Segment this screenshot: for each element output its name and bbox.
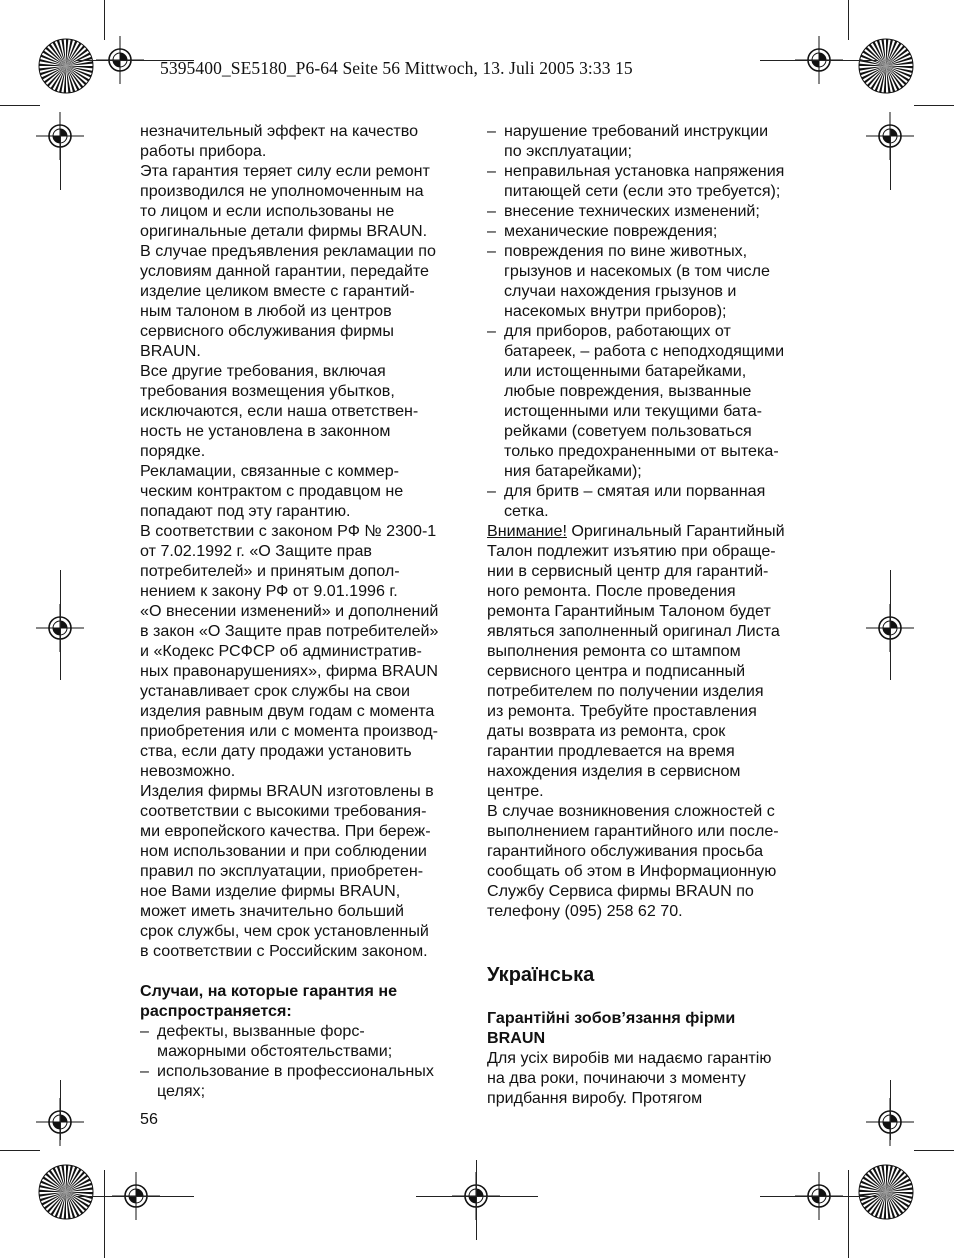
text-line: грызунов и насекомых (в том числе	[504, 262, 770, 280]
text-line: исключаются, если наша ответствен-	[140, 402, 419, 420]
text-line: ного ремонта. После проведения	[487, 582, 736, 600]
text-line: ное Вами изделие фирмы BRAUN,	[140, 882, 401, 900]
crop-line	[476, 1160, 477, 1240]
crop-line	[914, 105, 954, 106]
text-line: истощенными или текущими бата-	[504, 402, 763, 420]
text-line: в соответствии с Российским законом.	[140, 942, 428, 960]
text-line: целях;	[157, 1082, 206, 1100]
dash-bullet: –	[487, 222, 496, 240]
page-number: 56	[140, 1110, 158, 1128]
text-line: Все другие требования, включая	[140, 362, 386, 380]
text-line: то лицом и если использованы не	[140, 202, 395, 220]
text-line: неправильная установка напряжения	[504, 162, 785, 180]
text-line: ном использовании и при соблюдении	[140, 842, 427, 860]
text-line: изделие целиком вместе с гарантий-	[140, 282, 415, 300]
body-paragraph	[140, 241, 470, 361]
starburst-bottom-left	[38, 1164, 94, 1220]
spacer	[487, 921, 817, 942]
dash-bullet: –	[140, 1022, 149, 1040]
crop-line	[60, 570, 61, 680]
spacer	[487, 942, 817, 962]
text-line: потребителей» и принятым допол-	[140, 562, 400, 580]
text-line: устанавливает срок службы на свои	[140, 682, 411, 700]
right-column	[487, 121, 817, 1108]
contact-paragraph	[487, 801, 817, 921]
text-line: Службу Сервиса фирмы BRAUN по	[487, 882, 754, 900]
crop-line	[416, 1196, 538, 1197]
text-line: сообщать об этом в Информационную	[487, 862, 777, 880]
list-item	[487, 221, 817, 241]
text-line: любые повреждения, вызванные	[504, 382, 752, 400]
text-line: из ремонта. Требуйте проставления	[487, 702, 757, 720]
print-header-line: 5395400_SE5180_P6-64 Seite 56 Mittwoch, 13. Juli 2005 3:33 15	[160, 58, 633, 78]
dash-bullet: –	[487, 202, 496, 220]
text-line: срок службы, чем срок установленный	[140, 922, 429, 940]
crop-line	[0, 1150, 40, 1151]
body-paragraph	[140, 121, 470, 161]
crop-line	[890, 570, 891, 680]
text-line: ремонта Гарантийным Талоном будет	[487, 602, 771, 620]
text-line: придбання виробу. Протягом	[487, 1089, 703, 1107]
text-line: в закон «О Защите прав потребителей»	[140, 622, 439, 640]
crop-line	[76, 1196, 194, 1197]
list-item	[487, 161, 817, 201]
text-line: BRAUN.	[140, 342, 201, 360]
crop-line	[890, 1080, 891, 1140]
text-line: для бритв – смятая или порванная	[504, 482, 766, 500]
starburst-top-left	[38, 38, 94, 94]
text-line: центре.	[487, 782, 544, 800]
list-item-text	[504, 481, 817, 521]
text-line: рейками (советуем пользоваться	[504, 422, 752, 440]
text-line: нахождения изделия в сервисном	[487, 762, 741, 780]
warranty-paragraph	[487, 1048, 817, 1108]
text-line: Для усіх виробів ми надаємо гарантію	[487, 1049, 772, 1067]
text-line: выполнения ремонта со штампом	[487, 642, 741, 660]
crop-line	[760, 60, 878, 61]
text-line: В случае возникновения сложностей с	[487, 802, 775, 820]
dash-bullet: –	[487, 122, 496, 140]
text-line: ных правонарушениях», фирма BRAUN	[140, 662, 438, 680]
text-line: телефону (095) 258 62 70.	[487, 902, 683, 920]
crop-line	[60, 130, 61, 190]
list-item	[487, 481, 817, 521]
spacer	[140, 961, 470, 981]
text-line: являться заполненный оригинал Листа	[487, 622, 780, 640]
text-line: только предохраненными от вытека-	[504, 442, 779, 460]
exclusions-heading	[140, 981, 470, 1021]
text-line: ния батарейками);	[504, 462, 642, 480]
text-line: незначительный эффект на качество	[140, 122, 419, 140]
dash-bullet: –	[140, 1062, 149, 1080]
list-item-text	[504, 321, 817, 481]
spacer	[487, 988, 817, 1008]
text-line: нением к закону РФ от 9.01.1996 г.	[140, 582, 398, 600]
crop-line	[60, 1080, 61, 1140]
text-line: В соответствии с законом РФ № 2300-1	[140, 522, 437, 540]
dash-bullet: –	[487, 322, 496, 340]
text-line: для приборов, работающих от	[504, 322, 731, 340]
text-line: на два роки, починаючи з моменту	[487, 1069, 746, 1087]
text-line: работы прибора.	[140, 142, 267, 160]
attention-label: Внимание!	[487, 522, 567, 540]
list-item-text	[504, 201, 817, 221]
text-line: или истощенными батарейками,	[504, 362, 747, 380]
text-line: Случаи, на которые гарантия не	[140, 982, 398, 1000]
body-paragraph	[140, 521, 470, 781]
text-line: сетка.	[504, 502, 549, 520]
crop-line	[848, 1170, 849, 1258]
list-item	[487, 121, 817, 161]
list-item-text	[504, 121, 817, 161]
list-item	[487, 241, 817, 321]
text-line: условиям данной гарантии, передайте	[140, 262, 429, 280]
list-item-text	[504, 161, 817, 201]
text-line: и «Кодекс РСФСР об административ-	[140, 642, 422, 660]
text-line: случаи нахождения грызунов и	[504, 282, 737, 300]
list-item	[140, 1021, 470, 1061]
text-line: изделия равным двум годам с момента	[140, 702, 435, 720]
text-line: ми европейского качества. При береж-	[140, 822, 431, 840]
text-line: попадают под эту гарантию.	[140, 502, 351, 520]
text-line: «О внесении изменений» и дополнений	[140, 602, 439, 620]
text-line: даты возврата из ремонта, срок	[487, 722, 726, 740]
text-line: сервисного центра и подписанный	[487, 662, 746, 680]
text-line: ческим контрактом с продавцом не	[140, 482, 404, 500]
text-line: Гарантійні зобов’язання фірми	[487, 1009, 736, 1027]
text-line: порядке.	[140, 442, 206, 460]
starburst-top-right	[858, 38, 914, 94]
text-line: мажорными обстоятельствами;	[157, 1042, 393, 1060]
crop-line	[760, 1196, 878, 1197]
text-line: дефекты, вызванные форс-	[157, 1022, 365, 1040]
crop-line	[914, 1150, 954, 1151]
starburst-bottom-right	[858, 1164, 914, 1220]
dash-bullet: –	[487, 482, 496, 500]
list-item-text	[157, 1061, 470, 1101]
text-line: нарушение требований инструкции	[504, 122, 769, 140]
text-line: невозможно.	[140, 762, 236, 780]
text-line: гарантийного обслуживания просьба	[487, 842, 764, 860]
text-line: нии в сервисный центр для гарантий-	[487, 562, 769, 580]
text-line: внесение технических изменений;	[504, 202, 760, 220]
attention-paragraph	[487, 521, 817, 801]
text-line: питающей сети (если это требуется);	[504, 182, 781, 200]
text-line: правил по эксплуатации, приобретен-	[140, 862, 424, 880]
text-line: Рекламации, связанные с коммер-	[140, 462, 400, 480]
text-line: батареек, – работа с неподходящими	[504, 342, 785, 360]
text-line: приобретения или с момента производ-	[140, 722, 438, 740]
text-line: ность не установлена в законном	[140, 422, 391, 440]
body-paragraph	[140, 361, 470, 461]
text-line: по эксплуатации;	[504, 142, 632, 160]
body-paragraph	[140, 781, 470, 961]
text-line: ным талоном в любой из центров	[140, 302, 392, 320]
text-line: от 7.02.1992 г. «О Защите прав	[140, 542, 372, 560]
text-line: насекомых внутри приборов);	[504, 302, 727, 320]
text-line: Эта гарантия теряет силу если ремонт	[140, 162, 430, 180]
text-line: требования возмещения убытков,	[140, 382, 395, 400]
text-line: механические повреждения;	[504, 222, 718, 240]
text-line: потребителем по получении изделия	[487, 682, 764, 700]
crop-line	[848, 0, 849, 40]
text-line: распространяется:	[140, 1002, 292, 1020]
text-line: производился не уполномоченным на	[140, 182, 424, 200]
body-paragraph	[140, 161, 470, 241]
list-item-text	[157, 1021, 470, 1061]
text-line: гарантии продлевается на время	[487, 742, 735, 760]
text-line: сервисного обслуживания фирмы	[140, 322, 394, 340]
text-line: выполнением гарантийного или после-	[487, 822, 779, 840]
text-line: соответствии с высокими требования-	[140, 802, 427, 820]
text-line: повреждения по вине животных,	[504, 242, 748, 260]
list-item	[487, 201, 817, 221]
warranty-heading	[487, 1008, 817, 1048]
crop-line	[104, 0, 105, 40]
text-line: Оригинальный Гарантийный	[566, 522, 785, 540]
list-item-text	[504, 221, 817, 241]
list-item	[487, 321, 817, 481]
dash-bullet: –	[487, 242, 496, 260]
dash-bullet: –	[487, 162, 496, 180]
text-line: BRAUN	[487, 1029, 546, 1047]
text-line: ства, если дату продажи установить	[140, 742, 412, 760]
text-line: Изделия фирмы BRAUN изготовлены в	[140, 782, 434, 800]
crop-line	[0, 105, 40, 106]
language-heading: Українська	[487, 964, 595, 986]
list-item-text	[504, 241, 817, 321]
text-line: использование в профессиональных	[157, 1062, 434, 1080]
body-paragraph	[140, 461, 470, 521]
text-line: оригинальные детали фирмы BRAUN.	[140, 222, 428, 240]
text-line: может иметь значительно больший	[140, 902, 404, 920]
crop-line	[104, 1170, 105, 1258]
list-item	[140, 1061, 470, 1101]
text-line: Талон подлежит изъятию при обраще-	[487, 542, 776, 560]
text-line: В случае предъявления рекламации по	[140, 242, 436, 260]
crop-line	[890, 130, 891, 190]
left-column	[140, 121, 470, 1101]
